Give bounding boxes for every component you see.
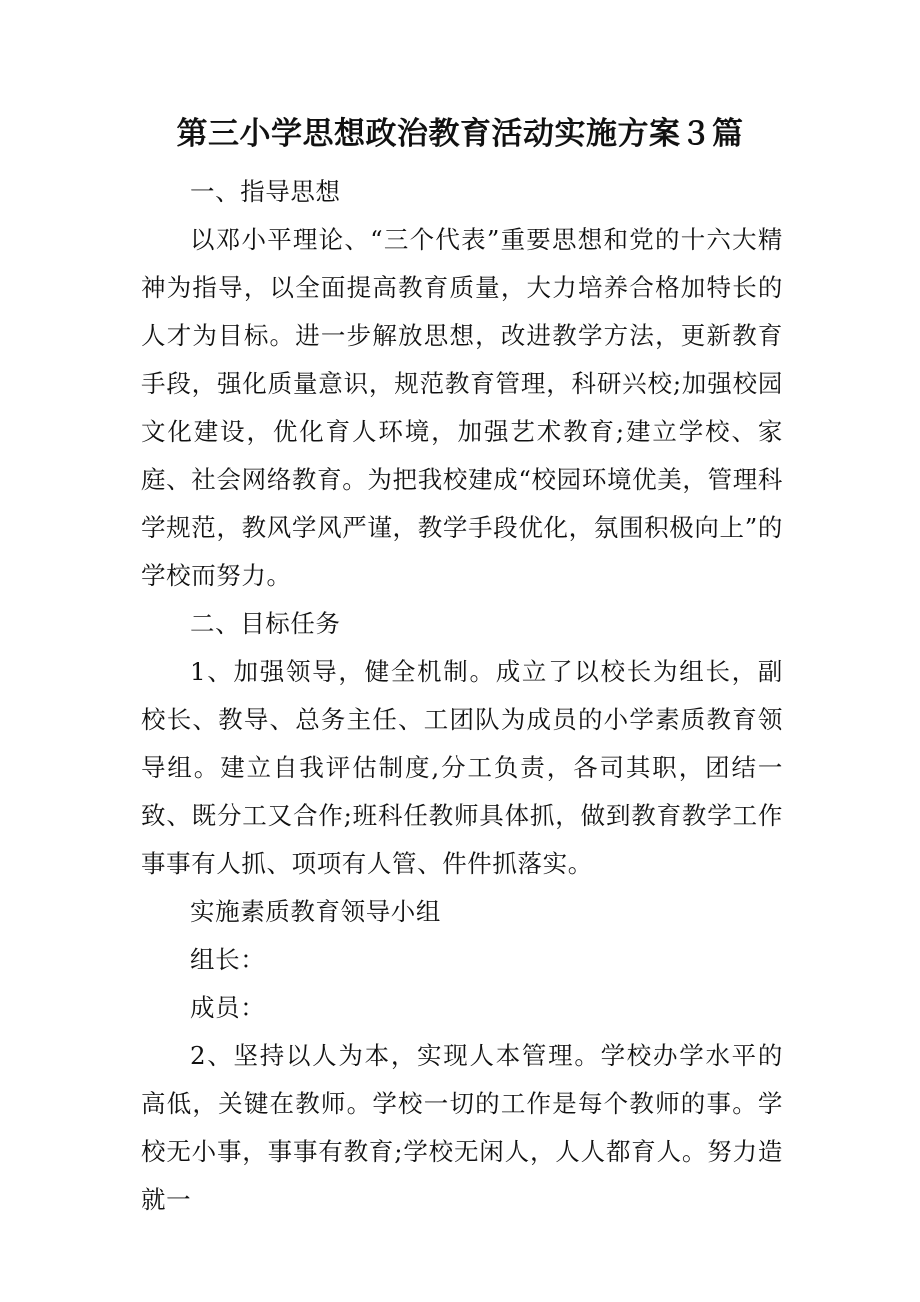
label-leadership-group: 实施素质教育领导小组 <box>190 897 441 926</box>
paragraph-leadership: 1、加强领导，健全机制。成立了以校长为组长，副校长、教导、总务主任、工团队为成员的小学素质教育领导组。建立自我评估制度,分工负责，各司其职，团结一致、既分工又合作;班科任教师具体抓，做到教育教学工作事事有人抓、项项有人管、件件抓落实。 <box>141 657 783 878</box>
heading-goals-tasks: 二、目标任务 <box>190 609 341 638</box>
document-body <box>141 168 783 1224</box>
paragraph-people-oriented: 2、坚持以人为本，实现人本管理。学校办学水平的高低，关键在教师。学校一切的工作是每个教师的事。学校无小事，事事有教育;学校无闲人，人人都育人。努力造就一 <box>141 1041 783 1214</box>
heading-guiding-ideology: 一、指导思想 <box>190 177 341 206</box>
paragraph-guiding-ideology: 以邓小平理论、“三个代表”重要思想和党的十六大精神为指导，以全面提高教育质量，大力培养合格加特长的人才为目标。进一步解放思想，改进教学方法，更新教育手段，强化质量意识，规范教育管理，科研兴校;加强校园文化建设，优化育人环境，加强艺术教育;建立学校、家庭、社会网络教育。为把我校建成“校园环境优美，管理科学规范，教风学风严谨，教学手段优化，氛围积极向上”的学校而努力。 <box>141 225 783 590</box>
label-group-leader: 组长： <box>190 945 266 974</box>
document-title: 第三小学思想政治教育活动实施方案３篇 <box>176 116 744 152</box>
label-members: 成员： <box>190 993 266 1022</box>
